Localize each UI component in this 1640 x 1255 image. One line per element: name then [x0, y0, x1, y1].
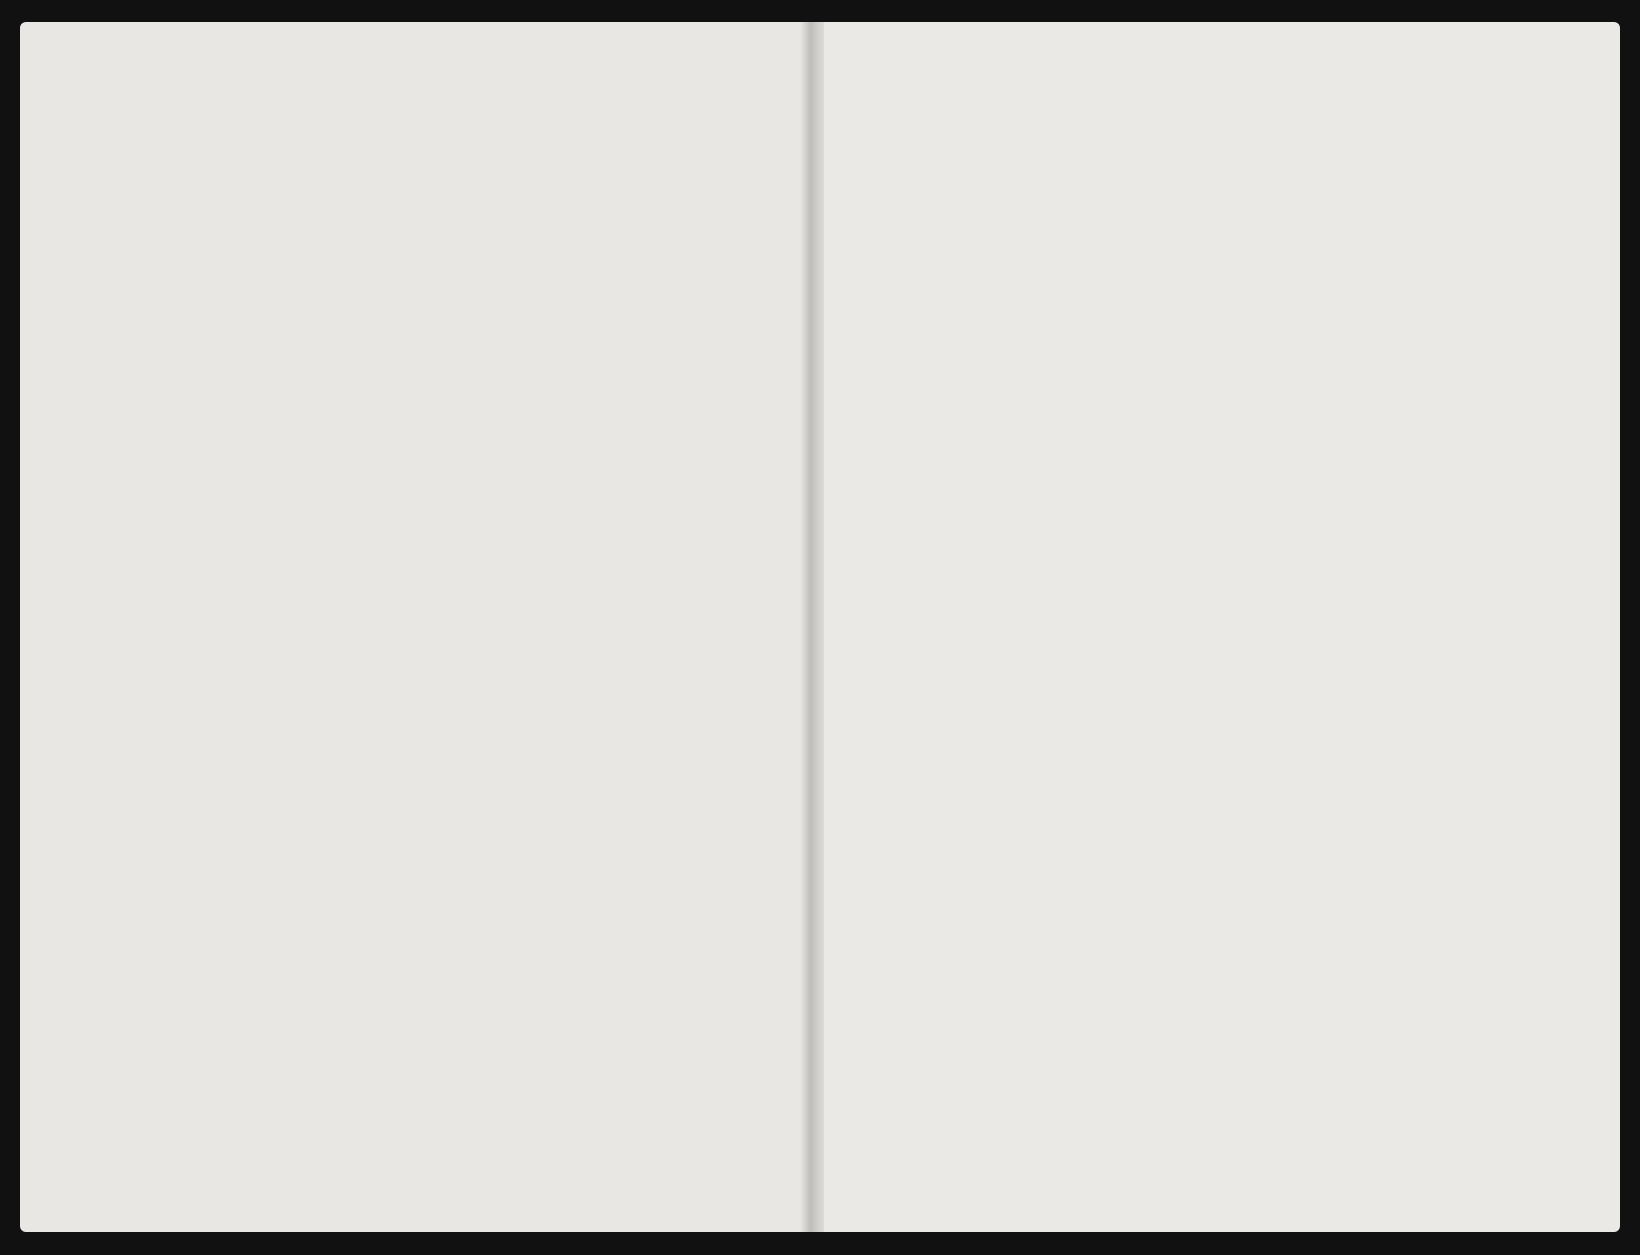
- book-gutter: [800, 22, 824, 1232]
- right-page: [812, 22, 1620, 1232]
- page-title: [0, 108, 1640, 138]
- left-page: [20, 22, 812, 1232]
